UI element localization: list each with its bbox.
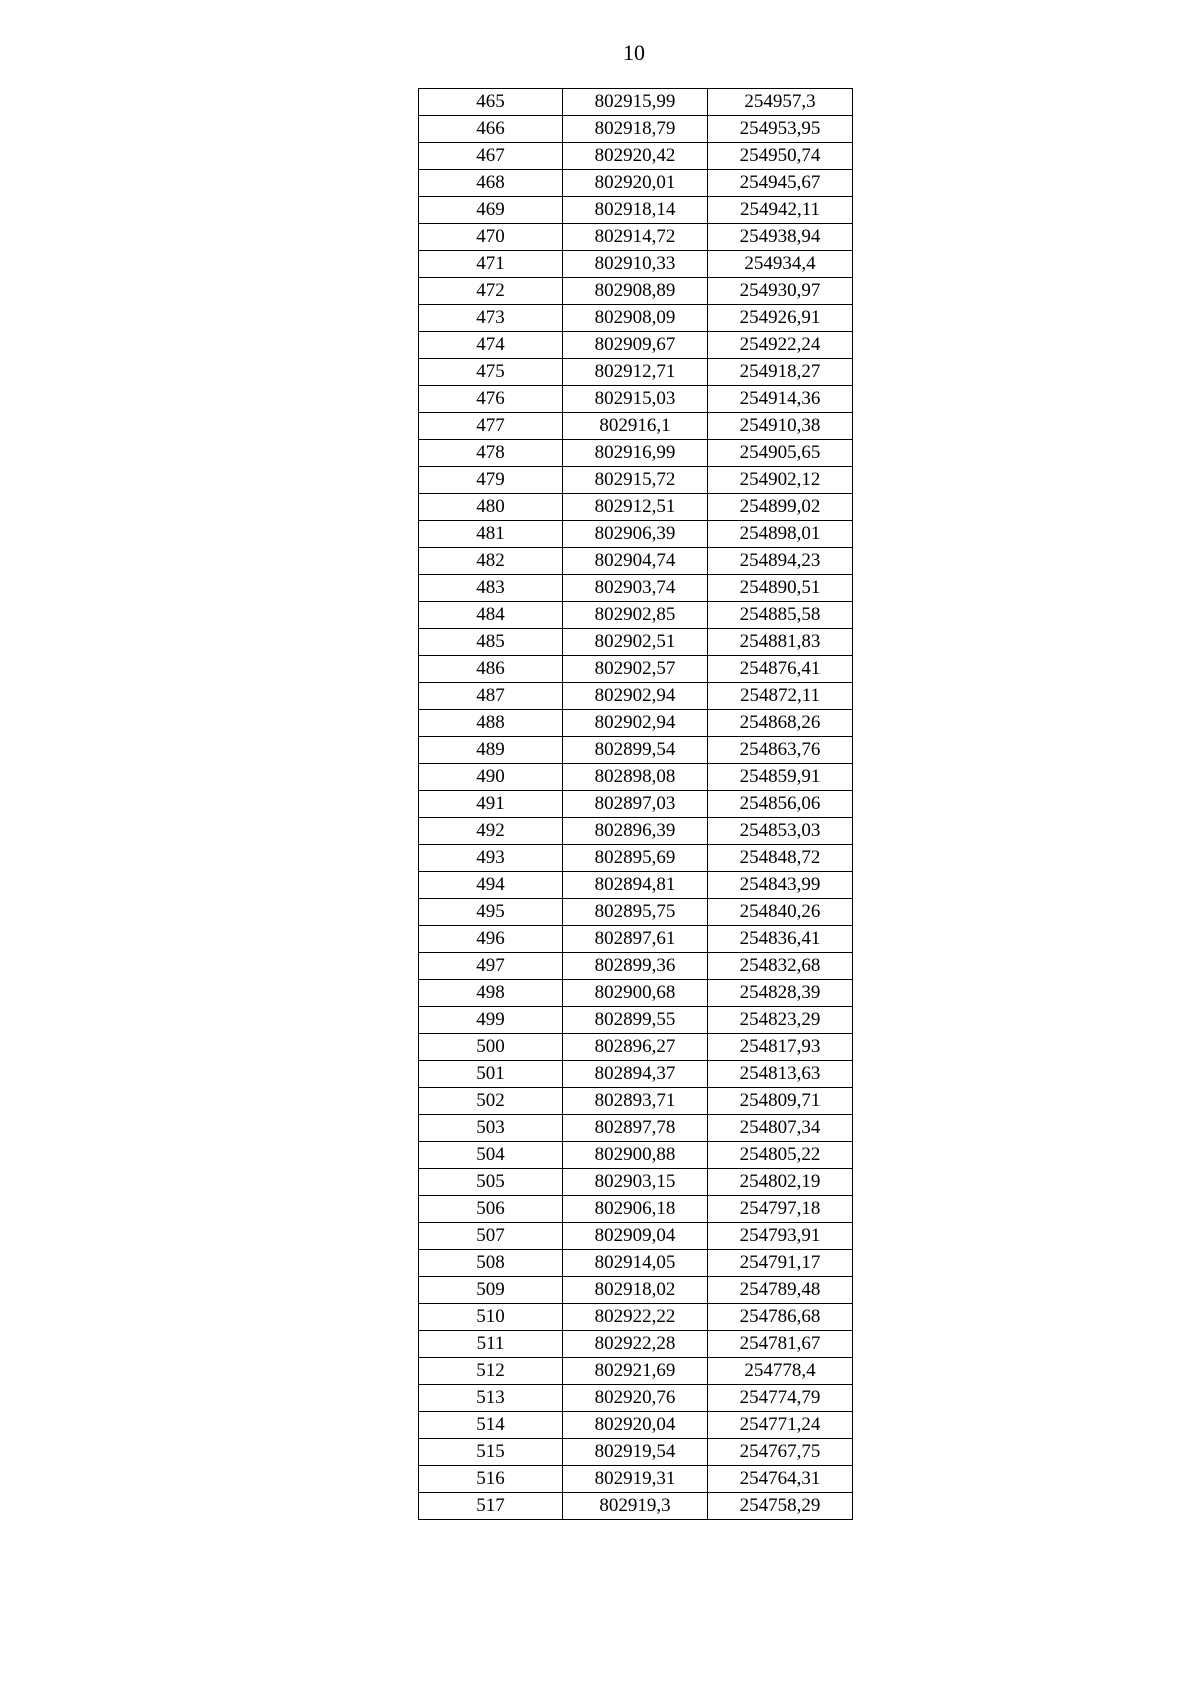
table-row [419,1250,853,1277]
point-number-cell: 501 [419,1061,563,1088]
x-coordinate-cell: 802921,69 [563,1358,708,1385]
x-coordinate-cell: 802918,79 [563,116,708,143]
point-number-cell: 495 [419,899,563,926]
table-row [419,683,853,710]
table-row [419,116,853,143]
y-coordinate-cell: 254945,67 [708,170,853,197]
x-coordinate-cell: 802894,81 [563,872,708,899]
x-coordinate-cell: 802899,55 [563,1007,708,1034]
point-number-cell: 511 [419,1331,563,1358]
y-coordinate-cell: 254764,31 [708,1466,853,1493]
x-coordinate-cell: 802912,51 [563,494,708,521]
x-coordinate-cell: 802904,74 [563,548,708,575]
x-coordinate-cell: 802916,1 [563,413,708,440]
x-coordinate-cell: 802916,99 [563,440,708,467]
point-number-cell: 474 [419,332,563,359]
table-row [419,629,853,656]
point-number-cell: 517 [419,1493,563,1520]
x-coordinate-cell: 802899,54 [563,737,708,764]
y-coordinate-cell: 254774,79 [708,1385,853,1412]
point-number-cell: 470 [419,224,563,251]
x-coordinate-cell: 802915,72 [563,467,708,494]
point-number-cell: 486 [419,656,563,683]
table-row [419,278,853,305]
x-coordinate-cell: 802915,99 [563,89,708,116]
y-coordinate-cell: 254758,29 [708,1493,853,1520]
x-coordinate-cell: 802920,01 [563,170,708,197]
table-row [419,467,853,494]
point-number-cell: 502 [419,1088,563,1115]
point-number-cell: 467 [419,143,563,170]
page-number: 10 [623,40,645,65]
x-coordinate-cell: 802920,76 [563,1385,708,1412]
y-coordinate-cell: 254926,91 [708,305,853,332]
table-row [419,1439,853,1466]
y-coordinate-cell: 254771,24 [708,1412,853,1439]
point-number-cell: 491 [419,791,563,818]
x-coordinate-cell: 802899,36 [563,953,708,980]
x-coordinate-cell: 802896,39 [563,818,708,845]
x-coordinate-cell: 802894,37 [563,1061,708,1088]
x-coordinate-cell: 802914,05 [563,1250,708,1277]
x-coordinate-cell: 802919,54 [563,1439,708,1466]
table-row [419,386,853,413]
y-coordinate-cell: 254905,65 [708,440,853,467]
x-coordinate-cell: 802920,42 [563,143,708,170]
x-coordinate-cell: 802910,33 [563,251,708,278]
x-coordinate-cell: 802912,71 [563,359,708,386]
x-coordinate-cell: 802895,75 [563,899,708,926]
point-number-cell: 508 [419,1250,563,1277]
table-row [419,494,853,521]
table-row [419,1493,853,1520]
y-coordinate-cell: 254781,67 [708,1331,853,1358]
y-coordinate-cell: 254856,06 [708,791,853,818]
point-number-cell: 516 [419,1466,563,1493]
table-row [419,1007,853,1034]
y-coordinate-cell: 254938,94 [708,224,853,251]
y-coordinate-cell: 254767,75 [708,1439,853,1466]
y-coordinate-cell: 254832,68 [708,953,853,980]
y-coordinate-cell: 254791,17 [708,1250,853,1277]
table-row [419,764,853,791]
y-coordinate-cell: 254797,18 [708,1196,853,1223]
y-coordinate-cell: 254848,72 [708,845,853,872]
y-coordinate-cell: 254918,27 [708,359,853,386]
table-row [419,1115,853,1142]
y-coordinate-cell: 254823,29 [708,1007,853,1034]
table-row [419,521,853,548]
x-coordinate-cell: 802914,72 [563,224,708,251]
point-number-cell: 498 [419,980,563,1007]
table-row [419,1277,853,1304]
table-row [419,332,853,359]
table-row [419,170,853,197]
point-number-cell: 509 [419,1277,563,1304]
x-coordinate-cell: 802893,71 [563,1088,708,1115]
point-number-cell: 481 [419,521,563,548]
point-number-cell: 510 [419,1304,563,1331]
x-coordinate-cell: 802920,04 [563,1412,708,1439]
table-row [419,575,853,602]
point-number-cell: 484 [419,602,563,629]
x-coordinate-cell: 802902,57 [563,656,708,683]
point-number-cell: 487 [419,683,563,710]
x-coordinate-cell: 802895,69 [563,845,708,872]
y-coordinate-cell: 254809,71 [708,1088,853,1115]
table-row [419,1088,853,1115]
x-coordinate-cell: 802900,88 [563,1142,708,1169]
table-row [419,1142,853,1169]
y-coordinate-cell: 254910,38 [708,413,853,440]
y-coordinate-cell: 254859,91 [708,764,853,791]
y-coordinate-cell: 254843,99 [708,872,853,899]
y-coordinate-cell: 254802,19 [708,1169,853,1196]
y-coordinate-cell: 254899,02 [708,494,853,521]
point-number-cell: 507 [419,1223,563,1250]
point-number-cell: 465 [419,89,563,116]
point-number-cell: 482 [419,548,563,575]
x-coordinate-cell: 802918,14 [563,197,708,224]
table-row [419,1061,853,1088]
point-number-cell: 483 [419,575,563,602]
point-number-cell: 493 [419,845,563,872]
table-row [419,413,853,440]
x-coordinate-cell: 802919,3 [563,1493,708,1520]
point-number-cell: 496 [419,926,563,953]
y-coordinate-cell: 254872,11 [708,683,853,710]
x-coordinate-cell: 802900,68 [563,980,708,1007]
point-number-cell: 499 [419,1007,563,1034]
x-coordinate-cell: 802908,89 [563,278,708,305]
x-coordinate-cell: 802922,22 [563,1304,708,1331]
point-number-cell: 513 [419,1385,563,1412]
point-number-cell: 485 [419,629,563,656]
table-row [419,1169,853,1196]
point-number-cell: 480 [419,494,563,521]
x-coordinate-cell: 802906,39 [563,521,708,548]
point-number-cell: 514 [419,1412,563,1439]
table-row [419,89,853,116]
y-coordinate-cell: 254813,63 [708,1061,853,1088]
point-number-cell: 497 [419,953,563,980]
x-coordinate-cell: 802903,15 [563,1169,708,1196]
y-coordinate-cell: 254778,4 [708,1358,853,1385]
table-row [419,818,853,845]
x-coordinate-cell: 802902,94 [563,710,708,737]
table-row [419,926,853,953]
y-coordinate-cell: 254953,95 [708,116,853,143]
table-row [419,1358,853,1385]
x-coordinate-cell: 802915,03 [563,386,708,413]
table-row [419,899,853,926]
x-coordinate-cell: 802897,03 [563,791,708,818]
y-coordinate-cell: 254934,4 [708,251,853,278]
table-row [419,305,853,332]
y-coordinate-cell: 254922,24 [708,332,853,359]
x-coordinate-cell: 802909,67 [563,332,708,359]
table-row [419,656,853,683]
y-coordinate-cell: 254786,68 [708,1304,853,1331]
x-coordinate-cell: 802897,78 [563,1115,708,1142]
x-coordinate-cell: 802898,08 [563,764,708,791]
y-coordinate-cell: 254898,01 [708,521,853,548]
table-row [419,224,853,251]
y-coordinate-cell: 254942,11 [708,197,853,224]
y-coordinate-cell: 254807,34 [708,1115,853,1142]
table-row [419,737,853,764]
point-number-cell: 503 [419,1115,563,1142]
y-coordinate-cell: 254868,26 [708,710,853,737]
point-number-cell: 468 [419,170,563,197]
table-row [419,872,853,899]
x-coordinate-cell: 802897,61 [563,926,708,953]
table-row [419,1466,853,1493]
y-coordinate-cell: 254793,91 [708,1223,853,1250]
point-number-cell: 478 [419,440,563,467]
table-row [419,197,853,224]
table-row [419,143,853,170]
x-coordinate-cell: 802902,51 [563,629,708,656]
y-coordinate-cell: 254881,83 [708,629,853,656]
table-row [419,359,853,386]
y-coordinate-cell: 254950,74 [708,143,853,170]
y-coordinate-cell: 254840,26 [708,899,853,926]
y-coordinate-cell: 254885,58 [708,602,853,629]
y-coordinate-cell: 254789,48 [708,1277,853,1304]
y-coordinate-cell: 254957,3 [708,89,853,116]
table-row [419,980,853,1007]
point-number-cell: 477 [419,413,563,440]
coordinates-table-body [419,89,853,1520]
x-coordinate-cell: 802919,31 [563,1466,708,1493]
table-row [419,953,853,980]
table-row [419,602,853,629]
y-coordinate-cell: 254863,76 [708,737,853,764]
table-row [419,440,853,467]
x-coordinate-cell: 802908,09 [563,305,708,332]
point-number-cell: 492 [419,818,563,845]
table-row [419,1196,853,1223]
x-coordinate-cell: 802902,85 [563,602,708,629]
x-coordinate-cell: 802922,28 [563,1331,708,1358]
coordinates-table [418,88,853,1520]
point-number-cell: 469 [419,197,563,224]
point-number-cell: 489 [419,737,563,764]
point-number-cell: 475 [419,359,563,386]
y-coordinate-cell: 254817,93 [708,1034,853,1061]
table-row [419,791,853,818]
x-coordinate-cell: 802918,02 [563,1277,708,1304]
point-number-cell: 515 [419,1439,563,1466]
x-coordinate-cell: 802909,04 [563,1223,708,1250]
point-number-cell: 472 [419,278,563,305]
y-coordinate-cell: 254914,36 [708,386,853,413]
y-coordinate-cell: 254876,41 [708,656,853,683]
point-number-cell: 500 [419,1034,563,1061]
y-coordinate-cell: 254894,23 [708,548,853,575]
table-row [419,710,853,737]
x-coordinate-cell: 802896,27 [563,1034,708,1061]
table-row [419,1385,853,1412]
y-coordinate-cell: 254805,22 [708,1142,853,1169]
table-row [419,1034,853,1061]
point-number-cell: 494 [419,872,563,899]
y-coordinate-cell: 254890,51 [708,575,853,602]
y-coordinate-cell: 254853,03 [708,818,853,845]
point-number-cell: 466 [419,116,563,143]
point-number-cell: 505 [419,1169,563,1196]
point-number-cell: 490 [419,764,563,791]
table-row [419,548,853,575]
point-number-cell: 473 [419,305,563,332]
table-row [419,1412,853,1439]
y-coordinate-cell: 254902,12 [708,467,853,494]
point-number-cell: 476 [419,386,563,413]
table-row [419,1223,853,1250]
point-number-cell: 471 [419,251,563,278]
table-row [419,1304,853,1331]
point-number-cell: 504 [419,1142,563,1169]
x-coordinate-cell: 802902,94 [563,683,708,710]
x-coordinate-cell: 802903,74 [563,575,708,602]
point-number-cell: 512 [419,1358,563,1385]
y-coordinate-cell: 254836,41 [708,926,853,953]
point-number-cell: 506 [419,1196,563,1223]
y-coordinate-cell: 254828,39 [708,980,853,1007]
table-row [419,1331,853,1358]
point-number-cell: 479 [419,467,563,494]
table-row [419,845,853,872]
point-number-cell: 488 [419,710,563,737]
table-row [419,251,853,278]
y-coordinate-cell: 254930,97 [708,278,853,305]
x-coordinate-cell: 802906,18 [563,1196,708,1223]
